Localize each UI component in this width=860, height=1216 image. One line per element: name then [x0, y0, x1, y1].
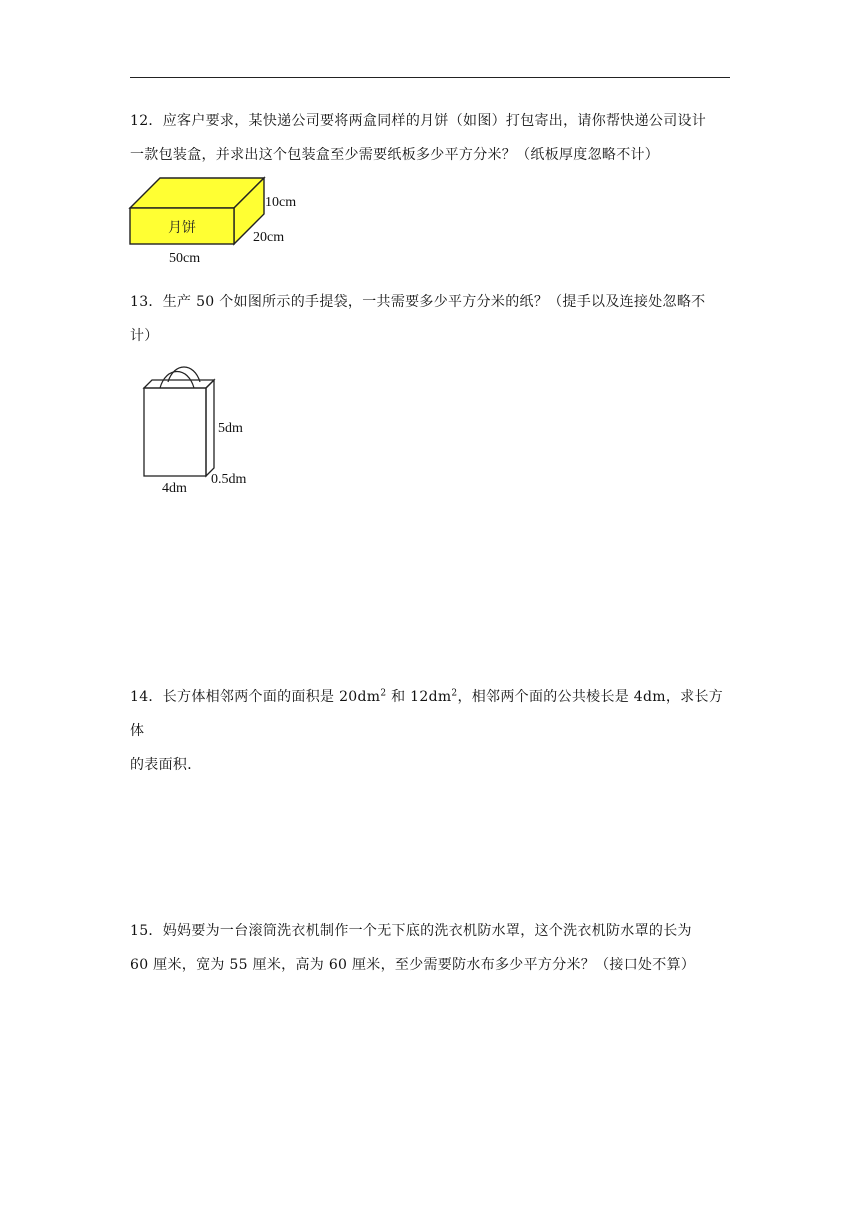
width-label: 20cm [253, 230, 285, 245]
superscript-2: 2 [380, 688, 387, 699]
question-13-line-1: 13．生产 50 个如图所示的手提袋，一共需要多少平方分米的纸？（提手以及连接处忽略不 [130, 294, 706, 310]
question-15-line-2: 60 厘米，宽为 55 厘米，高为 60 厘米，至少需要防水布多少平方分米？（接口处不算） [130, 957, 696, 973]
question-14-line-2: 的表面积． [130, 757, 202, 773]
question-12-line-2: 一款包装盒，并求出这个包装盒至少需要纸板多少平方分米？（纸板厚度忽略不计） [130, 147, 660, 163]
question-12 [130, 104, 732, 172]
question-14 [130, 680, 732, 782]
width-label: 4dm [162, 481, 187, 496]
question-14-line-1: 14．长方体相邻两个面的面积是 $20dm^2$ 和 $12dm^2$，相邻两个面的公共棱长是 4dm，求长方体 [130, 688, 724, 739]
bag-side-face [206, 380, 214, 476]
superscript-2: 2 [451, 688, 458, 699]
handbag-figure [138, 362, 260, 498]
question-13 [130, 285, 732, 353]
header-rule [130, 77, 730, 78]
bag-top-face [144, 380, 214, 388]
question-13-line-2: 计） [130, 328, 159, 344]
question-15 [130, 914, 732, 982]
height-label: 10cm [265, 195, 297, 210]
box-label: 月饼 [168, 220, 196, 236]
bag-front-face [144, 388, 206, 476]
length-label: 50cm [169, 251, 201, 266]
depth-label: 0.5dm [211, 472, 247, 487]
height-label: 5dm [218, 421, 243, 436]
question-12-line-1: 12．应客户要求，某快递公司要将两盒同样的月饼（如图）打包寄出，请你帮快递公司设计 [130, 113, 707, 129]
question-15-line-1: 15．妈妈要为一台滚筒洗衣机制作一个无下底的洗衣机防水罩，这个洗衣机防水罩的长为 [130, 923, 692, 939]
mooncake-box-figure [126, 174, 316, 270]
